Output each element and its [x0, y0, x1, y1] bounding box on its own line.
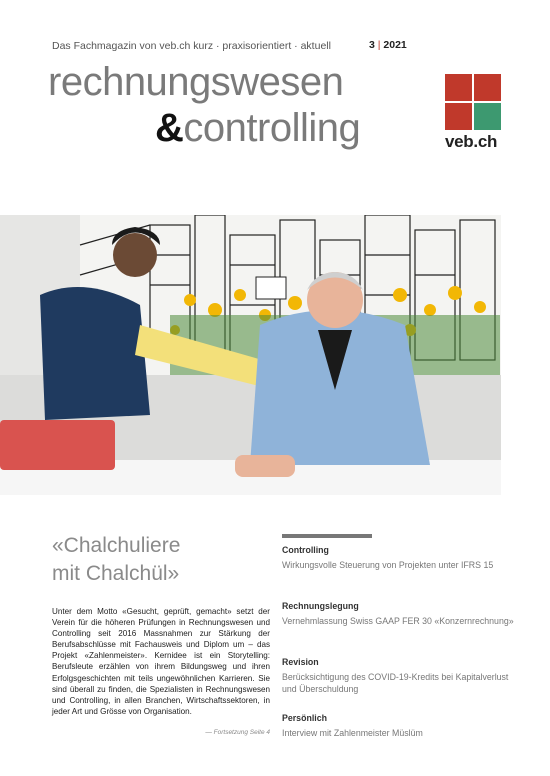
masthead-ampersand: &	[155, 106, 184, 150]
cover-photo	[0, 215, 501, 495]
toc-item[interactable]	[282, 713, 522, 739]
continuation-note: — Fortsetzung Seite 4	[205, 729, 270, 736]
toc-text: Wirkungsvolle Steuerung von Projekten unter IFRS 15	[282, 560, 494, 570]
issue-label	[369, 39, 407, 51]
toc-section: Revision	[282, 657, 319, 667]
issue-separator: |	[374, 39, 384, 51]
logo-brand: veb.ch	[445, 132, 498, 151]
toc-section: Rechnungslegung	[282, 601, 359, 611]
logo-squares	[445, 74, 501, 130]
lead-body: Unter dem Motto «Gesucht, geprüft, gemacht» setzt der Verein für die höheren Prüfungen in Rechnungswesen und Controlling seit 2016 Massnahmen zur Stärkung der Berufsabschlüsse mit Fachausweis und Diplom um – das Projekt «Zahlenmeister». Kernidee ist ein Storytelling: Berufsleute erzählen von ihrem Bildungsweg und ihren Erfolgsgeschichten mit teils ungewöhnlichen Karrieren. Sie sind überall zu finden, die Spezialisten in Rechnungswesen und Controlling, in allen Branchen, Wirtschaftssektoren, in jeder Art und Grösse von Organisation.	[52, 607, 270, 716]
masthead-line2	[155, 106, 360, 150]
toc-text: Interview mit Zahlenmeister Müslüm	[282, 728, 423, 738]
issue-number: 3	[369, 39, 375, 51]
headline-line2: mit Chalchül»	[52, 562, 180, 585]
logo-square	[445, 103, 472, 130]
veb-logo	[445, 74, 501, 152]
toc-text: Berücksichtigung des COVID-19-Kredits bei Kapitalverlust und Überschuldung	[282, 672, 509, 694]
logo-square	[474, 74, 501, 101]
toc-item[interactable]	[282, 545, 522, 571]
headline-line1: «Chalchuliere	[52, 534, 181, 557]
logo-square	[445, 74, 472, 101]
logo-square	[474, 103, 501, 130]
cover-photo-illustration	[0, 215, 501, 495]
toc-divider	[282, 534, 372, 538]
issue-year: 2021	[383, 39, 407, 51]
toc-section: Persönlich	[282, 713, 327, 723]
toc-item[interactable]	[282, 657, 522, 695]
toc-item[interactable]	[282, 601, 522, 627]
masthead-controlling: controlling	[183, 106, 361, 150]
lead-headline	[52, 532, 180, 588]
toc-text: Vernehmlassung Swiss GAAP FER 30 «Konzernrechnung»	[282, 616, 514, 626]
tagline: Das Fachmagazin von veb.ch kurz · praxisorientiert · aktuell	[52, 40, 331, 52]
masthead-line1: rechnungswesen	[48, 60, 344, 104]
toc-section: Controlling	[282, 545, 329, 555]
